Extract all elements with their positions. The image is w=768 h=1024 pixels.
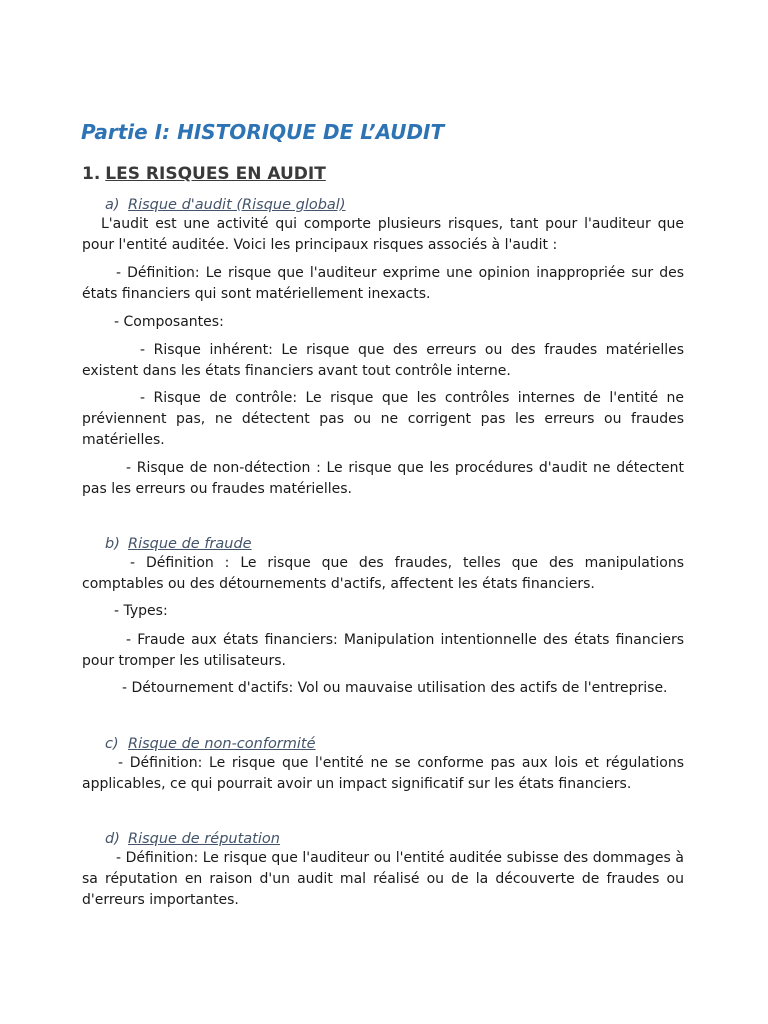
paragraph-inherent-risk: - Risque inhérent: Le risque que des erreurs ou des fraudes matérielles existent dans les états financiers avant tout contrôle interne.	[82, 342, 684, 379]
paragraph-definition: - Définition: Le risque que l'auditeur exprime une opinion inappropriée sur des états financiers qui sont matériellement inexacts.	[82, 265, 684, 302]
subsection-a-heading	[105, 197, 346, 213]
paragraph-fraud-definition: - Définition : Le risque que des fraudes, telles que des manipulations comptables ou des détournements d'actifs, affectent les états financiers.	[82, 555, 684, 592]
paragraph-types: - Types:	[114, 603, 168, 619]
subsection-title: Risque d'audit (Risque global)	[128, 197, 346, 213]
page-title: Partie I: HISTORIQUE DE L’AUDIT	[81, 120, 445, 144]
section-heading	[82, 164, 326, 184]
subsection-letter: d)	[105, 831, 120, 847]
paragraph-compliance-definition: - Définition: Le risque que l'entité ne se conforme pas aux lois et régulations applicables, ce qui pourrait avoir un impact significatif sur les états financiers.	[82, 755, 684, 792]
paragraph-reputation-definition: - Définition: Le risque que l'auditeur ou l'entité auditée subisse des dommages à sa réputation en raison d'un audit mal réalisé ou de la découverte de fraudes ou d'erreurs importantes.	[82, 850, 684, 908]
paragraph-detection-risk: - Risque de non-détection : Le risque que les procédures d'audit ne détectent pas les erreurs ou fraudes matérielles.	[82, 460, 684, 497]
subsection-title: Risque de non-conformité	[128, 736, 316, 752]
subsection-c-heading	[105, 736, 316, 752]
subsection-title: Risque de réputation	[128, 831, 280, 847]
subsection-d-heading	[105, 831, 280, 847]
paragraph-intro: L'audit est une activité qui comporte plusieurs risques, tant pour l'auditeur que pour l'entité auditée. Voici les principaux risques associés à l'audit :	[82, 216, 684, 253]
section-number: 1.	[82, 164, 101, 184]
section-title: LES RISQUES EN AUDIT	[105, 164, 326, 184]
paragraph-fraud-statements: - Fraude aux états financiers: Manipulation intentionnelle des états financiers pour tromper les utilisateurs.	[82, 632, 684, 669]
subsection-letter: b)	[105, 536, 120, 552]
subsection-letter: a)	[105, 197, 120, 213]
subsection-title: Risque de fraude	[128, 536, 252, 552]
paragraph-control-risk: - Risque de contrôle: Le risque que les contrôles internes de l'entité ne préviennent pas, ne détectent pas ou ne corrigent pas les erreurs ou fraudes matérielles.	[82, 390, 684, 448]
subsection-letter: c)	[105, 736, 119, 752]
paragraph-components: - Composantes:	[114, 314, 224, 330]
subsection-b-heading	[105, 536, 252, 552]
paragraph-misappropriation: - Détournement d'actifs: Vol ou mauvaise utilisation des actifs de l'entreprise.	[122, 680, 668, 696]
